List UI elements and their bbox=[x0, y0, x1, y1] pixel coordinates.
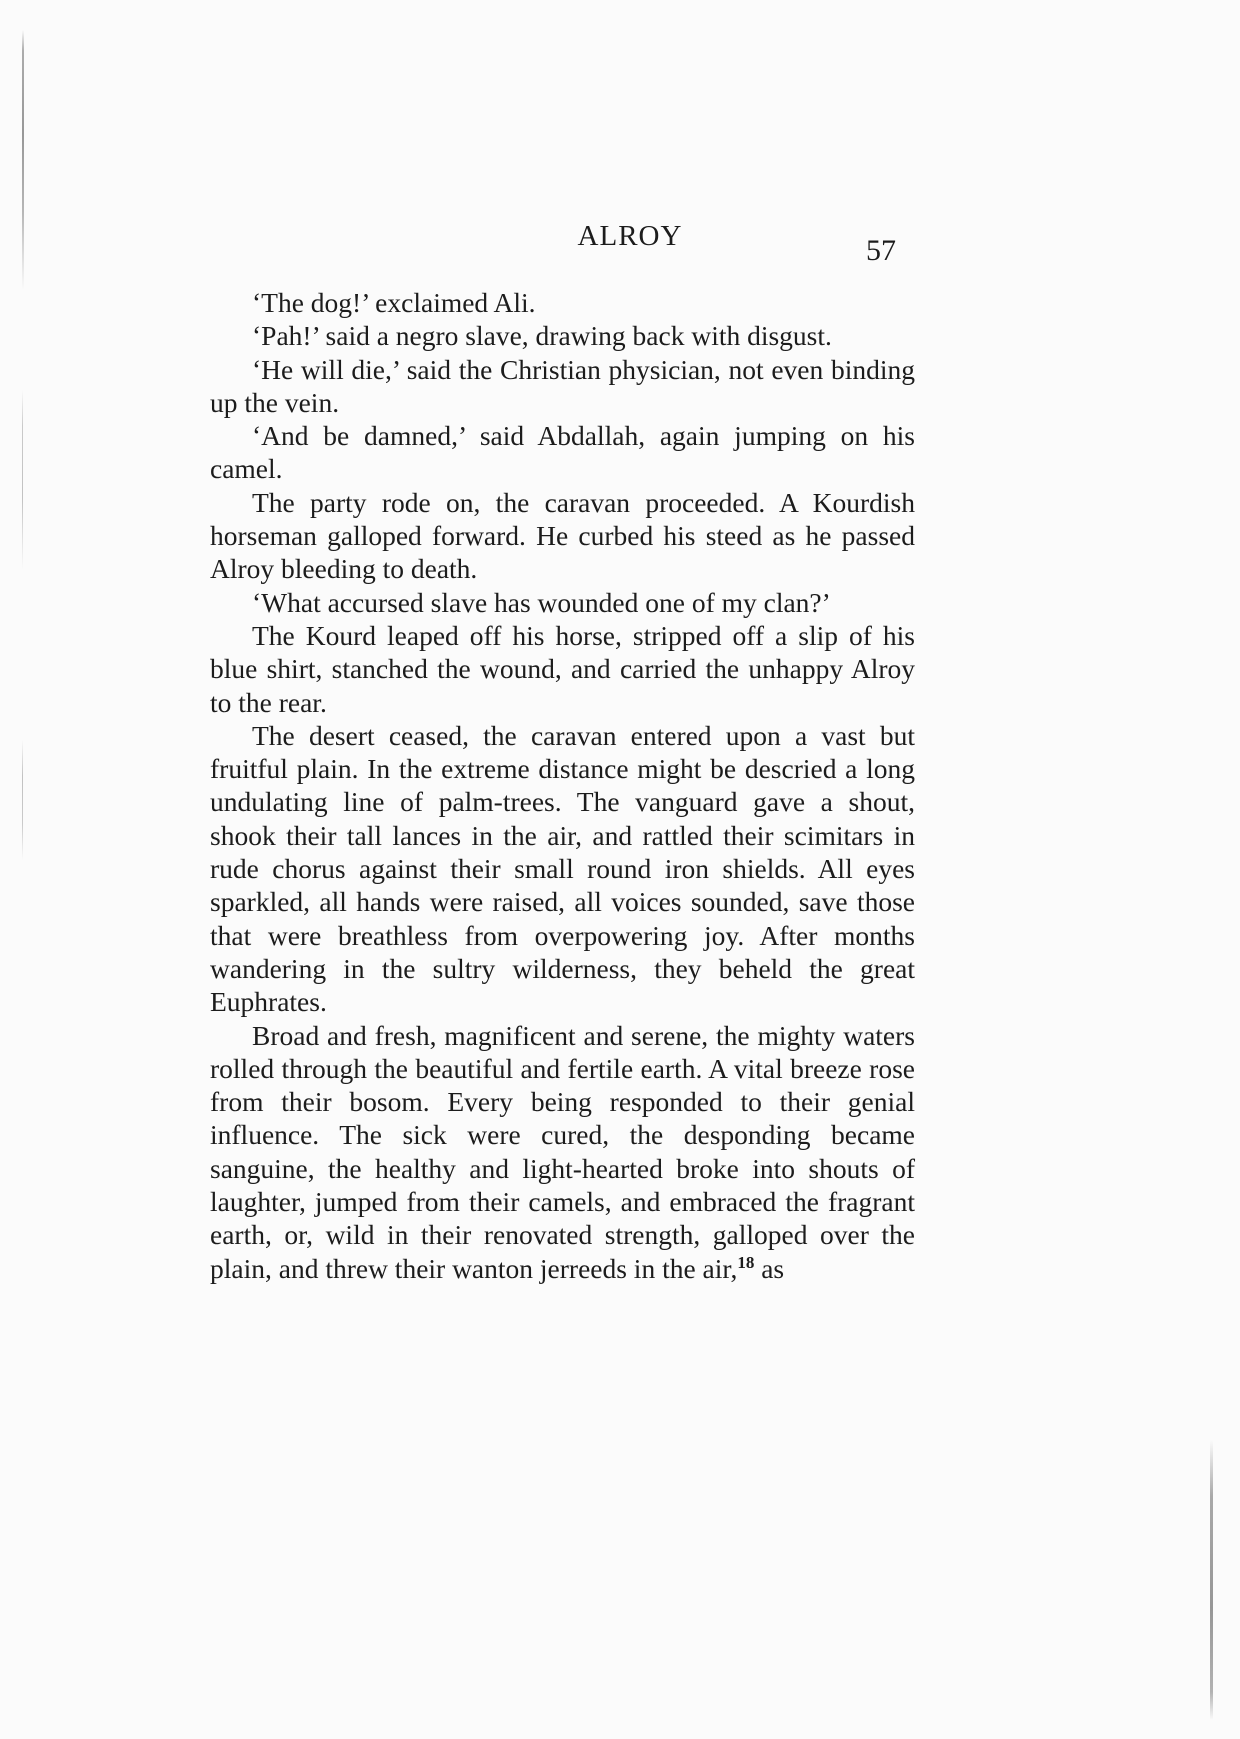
paragraph: The Kourd leaped off his horse, stripped off a slip of his blue shirt, stanched the wound, and carried the unhappy Alroy to the rear. bbox=[210, 619, 915, 718]
paragraph: The desert ceased, the caravan entered upon a vast but fruitful plain. In the extreme distance might be descried a long undulating line of palm-trees. The vanguard gave a shout, shook their tall lances in the air, and rattled their scimitars in rude chorus against their small round iron shields. All eyes sparkled, all hands were raised, all voices sounded, save those that were breathless from overpowering joy. After months wandering in the sultry wilderness, they beheld the great Euphrates. bbox=[210, 719, 915, 1018]
paragraph: The party rode on, the caravan proceeded. A Kourdish horseman galloped forward. He curbed his steed as he passed Alroy bleeding to death. bbox=[210, 486, 915, 585]
paragraph: ‘He will die,’ said the Christian physician, not even binding up the vein. bbox=[210, 353, 915, 418]
scan-edge-right bbox=[1210, 1440, 1213, 1720]
paragraph: ‘The dog!’ exclaimed Ali. bbox=[252, 287, 536, 318]
page-number: 57 bbox=[866, 234, 896, 267]
running-title: ALROY bbox=[577, 220, 683, 252]
scan-edge-left-lower bbox=[22, 390, 23, 570]
scan-edge-left-bottom bbox=[22, 740, 23, 860]
paragraph: ‘What accursed slave has wounded one of my clan?’ bbox=[252, 586, 831, 618]
footnote-marker[interactable]: 18 bbox=[737, 1252, 755, 1272]
paragraph: ‘And be damned,’ said Abdallah, again jumping on his camel. bbox=[210, 420, 915, 485]
scan-edge-left bbox=[22, 30, 24, 290]
body-text bbox=[210, 286, 915, 1285]
paragraph: ‘Pah!’ said a negro slave, drawing back with disgust. bbox=[252, 320, 832, 352]
paragraph-last-trailing: as bbox=[754, 1252, 785, 1284]
paragraph-last-text: Broad and fresh, magnificent and serene, the mighty waters rolled through the beautiful and fertile earth. A vital breeze rose from their bosom. Every being responded to their genial influence. The sick were cured, the desponding became sanguine, the healthy and light-hearted broke into shouts of laughter, jumped from their camels, and embraced the fragrant earth, or, wild in their renovated strength, galloped over the plain, and threw their wanton jerreeds in the air, bbox=[210, 1019, 915, 1284]
paragraph-last bbox=[210, 1019, 915, 1285]
